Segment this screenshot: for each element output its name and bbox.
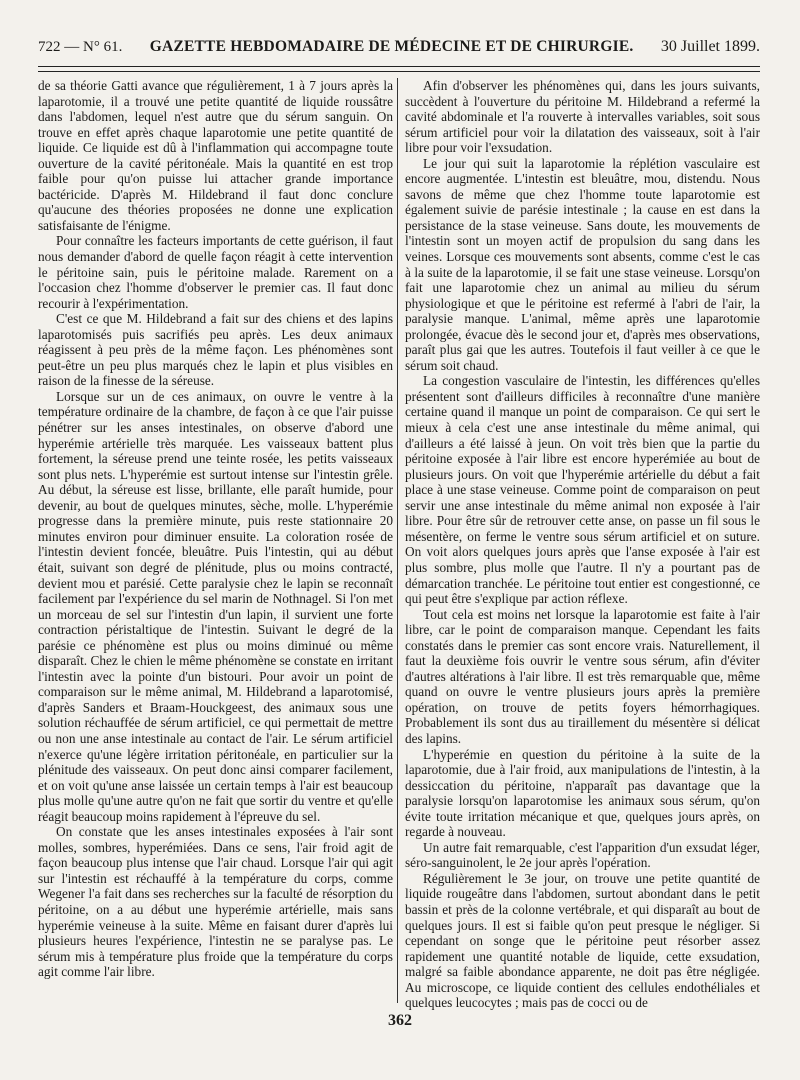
page-number: 362 [388, 1012, 412, 1029]
paragraph: Un autre fait remarquable, c'est l'apparition d'un exsudat léger, séro-sanguinolent, le 2e jour après l'opération. [405, 839, 760, 871]
paragraph: Afin d'observer les phénomènes qui, dans les jours suivants, succèdent à l'ouverture du péritoine M. Hildebrand a refermé la cavité abdominale et l'a rouverte à intervalles variables, soit sous sérum artificiel pour voir la dilatation des vaisseaux, soit à l'air libre pour voir l'exsudation. [405, 78, 760, 156]
column-divider [397, 78, 398, 1003]
paragraph: Régulièrement le 3e jour, on trouve une petite quantité de liquide rougeâtre dans l'abdomen, surtout abondant dans le petit bassin et près de la colonne vertébrale, et qui disparaît au bout de quelques jours. Il est si faible qu'on peut presque le négliger. Si cependant on songe que le péritoine peut résorber assez rapidement une quantité notable de liquide, cette exsudation, malgré sa faible abondance apparente, ne doit pas être négligée. Au microscope, ce liquide contient des cellules endothéliales et quelques leucocytes ; mais pas de cocci ou de [405, 870, 760, 1011]
paragraph: de sa théorie Gatti avance que régulièrement, 1 à 7 jours après la laparotomie, il a trouvé une petite quantité de liquide roussâtre dans l'abdomen, lequel n'est autre que du sérum sanguin. On trouve en effet après chaque laparotomie une petite quantité de liquide. Ce liquide est dû à l'inflammation qui accompagne toute ouverture de la cavité péritonéale. Mais la quantité en est trop faible pour qu'on puisse lui attacher grande importance bactéricide. D'après M. Hildebrand il faut donc conclure qu'aucune des théories proposées ne donne une explication satisfaisante de l'énigme. [38, 78, 393, 233]
paragraph: La congestion vasculaire de l'intestin, les différences qu'elles présentent sont d'ailleurs difficiles à reconnaître d'une manière certaine quand il manque un point de comparaison. Ce qui sert le mieux à cela c'est une anse intestinale du même animal, qui d'ailleurs a été laissé à jeun. On voit très bien que la partie du péritoine exposée à l'air libre est encore hyperémiée au bout de plusieurs jours. On voit que l'hyperémie artérielle du début a fait place à une stase veineuse. Comme point de comparaison on peut servir une anse intestinale du même animal non exposée à l'air libre. Pour être sûr de retrouver cette anse, on passe un fil sous le mésentère, on ferme le ventre sous sérum artificiel et on suture. On voit alors quelques jours après que l'anse exposée à l'air est plus sombre, plus molle que l'autre. Il n'y a pourtant pas de démarcation tranchée. Le péritoine tout entier est congestionné, ce qui peut être s'explique par action réflexe. [405, 373, 760, 607]
issue-date: 30 Juillet 1899. [660, 38, 760, 55]
right-column [405, 78, 760, 1011]
journal-title: GAZETTE HEBDOMADAIRE DE MÉDECINE ET DE CHIRURGIE. [149, 38, 634, 55]
paragraph: Lorsque sur un de ces animaux, on ouvre le ventre à la température ordinaire de la chambre, de façon à ce que l'air puisse pénétrer sur les anses intestinales, on observe d'abord une hyperémie artérielle très marquée. Les vaisseaux battent plus fortement, la séreuse prend une teinte rosée, les petits vaisseaux sont plus nets. L'hyperémie est surtout intense sur l'intestin grêle. Au début, la séreuse est lisse, brillante, elle paraît humide, pour devenir, au bout de quelques minutes, sèche, molle. L'hyperémie progresse dans la première minute, puis reste stationnaire 20 minutes environ pour diminuer ensuite. La coloration rosée de l'intestin devient foncée, bleuâtre. Puis l'intestin, qui au début était, suivant son degré de plénitude, plus ou moins contracté, devient mou et parésié. Cette paralysie chez le lapin se reconnaît facilement par l'expérience du sel marin de Nothnagel. Si l'on met un morceau de sel sur l'intestin d'un lapin, il survient une forte contraction péristaltique de l'intestin. Suivant le degré de la parésie ce phénomène est plus ou moins diminué ou même disparaît. Chez le chien le même phénomène se constate en irritant l'intestin avec la pointe d'un bistouri. Pour avoir un point de comparaison sur le même animal, M. Hildebrand a laparotomisé, d'après Sanders et Braam-Houckgeest, des animaux sous une solution réchauffée de sérum artificiel, ce qui permettait de mettre ou non une anse intestinale au contact de l'air. Le sérum artificiel n'exerce qu'une légère irritation péritonéale, en particulier sur la plénitude des vaisseaux. On peut donc ainsi comparer facilement, et on voit qu'une anse laissée un certain temps à l'air est beaucoup plus molle qu'une autre qu'on ne fait que sortir du ventre et qu'elle réagit beaucoup moins rapidement à l'épreuve du sel. [38, 388, 393, 824]
paragraph: C'est ce que M. Hildebrand a fait sur des chiens et des lapins laparotomisés puis sacrifiés peu après. Les deux animaux réagissent à peu près de la même façon. Les phénomènes sont peut-être un peu plus marqués chez le lapin et plus visibles en raison de la finesse de la séreuse. [38, 311, 393, 389]
left-column [38, 78, 393, 980]
header-double-rule [38, 66, 760, 72]
issue-page-label: 722 — N° 61. [38, 39, 123, 55]
paragraph: Le jour qui suit la laparotomie la réplétion vasculaire est encore augmentée. L'intestin est bleuâtre, mou, distendu. Nous savons de même que chez l'homme toute laparotomie est également suivie de parésie intestinale ; la cause en est dans la persistance de la stase veineuse. Sans doute, les mouvements de l'intestin sont un moyen actif de propulsion du sang dans les veines. Lorsque ces mouvements sont absents, comme c'est le cas à la suite de la laparotomie, il se fait une stase veineuse. Lorsqu'on fait une laparotomie chez un animal au milieu du sérum physiologique et que le péritoine est refermé à l'abri de l'air, la paralysie manque. L'animal, même après une laparotomie prolongée, évacue dès le second jour et, d'après mes observations, paraît plus gai que les autres. Toutefois il faut veiller à ce que le sérum soit chaud. [405, 155, 760, 373]
running-header [38, 38, 760, 64]
paragraph: Pour connaître les facteurs importants de cette guérison, il faut nous demander d'abord de quelle façon réagit à cette intervention le péritoine sain, puis le péritoine malade. Rarement on a l'occasion chez l'homme d'observer le premier cas. Il faut donc recourir à l'expérimentation. [38, 233, 393, 311]
paragraph: On constate que les anses intestinales exposées à l'air sont molles, sombres, hyperémiées. Dans ce sens, l'air froid agit de façon beaucoup plus intense que l'air chaud. Lorsque l'air qui agit sur l'intestin est réchauffé à la température du corps, comme Wegener l'a fait dans ses recherches sur la faculté de résorption du péritoine, on a au début une hyperémie artérielle, mais sans hyperémie veineuse à la suite. Même en faisant durer d'après lui plusieurs heures l'expérience, l'intestin ne se paralyse pas. Le sérum mis à température plus froide que la température du corps agit comme l'air libre. [38, 824, 393, 980]
paragraph: Tout cela est moins net lorsque la laparotomie est faite à l'air libre, car le point de comparaison manque. Cependant les faits constatés dans le premier cas sont encore vrais. Naturellement, il faut la deuxième fois ouvrir le ventre sous sérum, afin d'éviter d'autres altérations à l'air libre. Il est très remarquable que, même quand on ouvre le ventre plusieurs jours après la première opération, on trouve de petits foyers hémorrhagiques. Probablement ils sont dus au tiraillement du mésentère si délicat des lapins. [405, 606, 760, 746]
paragraph: L'hyperémie en question du péritoine à la suite de la laparotomie, due à l'air froid, aux manipulations de l'intestin, à la dessiccation du péritoine, n'apparaît pas davantage que la paralysie lorsqu'on laparotomise les animaux sous sérum, qu'on évite toute irritation mécanique et que, quelques jours après, on regarde à nouveau. [405, 746, 760, 840]
